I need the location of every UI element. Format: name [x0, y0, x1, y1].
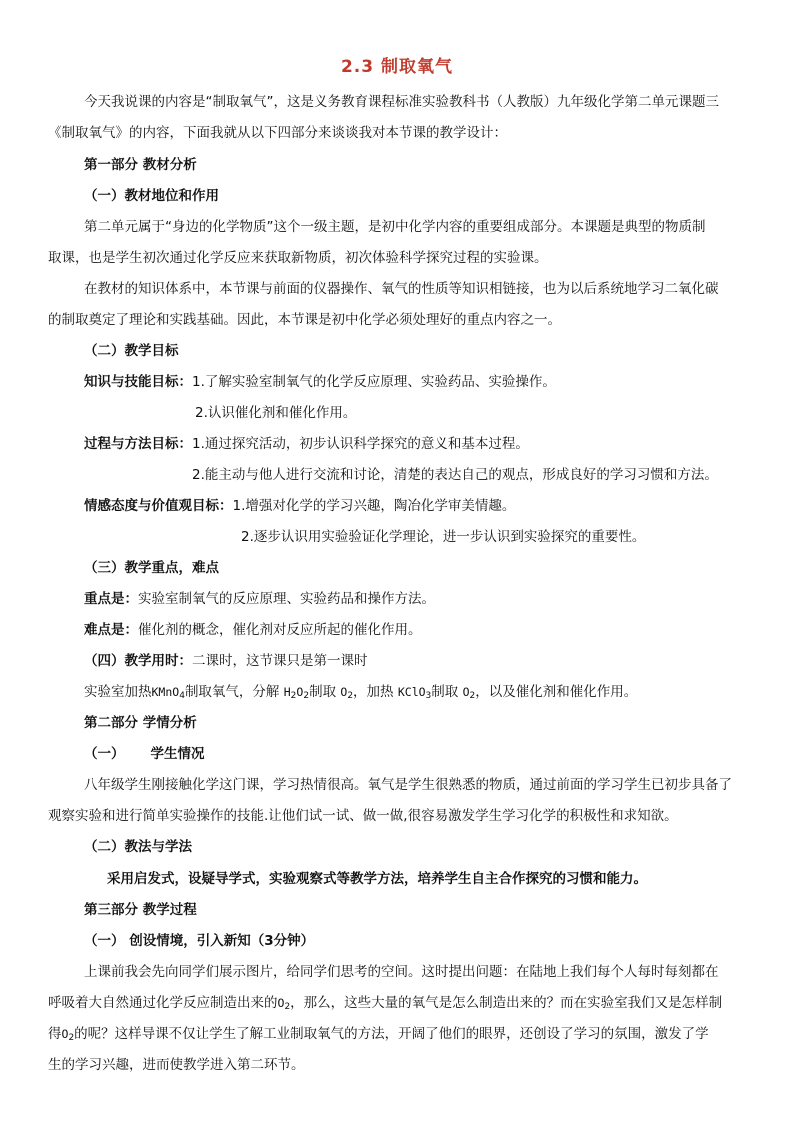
p3-line-4: 生的学习兴趣，进而使教学进入第二环节。	[48, 1057, 305, 1073]
goal-knowledge-2: 2.认识催化剂和催化作用。	[195, 405, 357, 421]
goal-emotion-2: 2.逐步认识用实验验证化学理论，进一步认识到实验探究的重要性。	[241, 529, 646, 545]
sec1-p1-line-2: 取课，也是学生初次通过化学反应来获取新物质，初次体验科学探究过程的实验课。	[48, 250, 548, 266]
lab-methods-line	[84, 682, 637, 702]
p2s1-line-1: 八年级学生刚接触化学这门课，学习热情很高。氧气是学生很熟悉的物质，通过前面的学习学生已初步具备了	[84, 777, 732, 793]
difficult-point	[84, 620, 422, 640]
difficult-point-text: 催化剂的概念，催化剂对反应所起的催化作用。	[138, 622, 422, 638]
subscript: 2	[469, 691, 476, 701]
goal-process-label: 过程与方法目标：	[84, 436, 192, 452]
difficult-point-label: 难点是：	[84, 622, 138, 638]
sec1-p2-line-2: 的制取奠定了理论和实践基础。因此，本节课是初中化学必须处理好的重点内容之一。	[48, 312, 561, 328]
goal-emotion-label: 情感态度与价值观目标：	[84, 498, 233, 514]
p3-line-3b: 的呢？这样导课不仅让学生了解工业制取氧气的方法，开阔了他们的眼界，还创设了学习的氛围，激发了学	[74, 1026, 709, 1042]
intro-line-2: 《制取氧气》的内容，下面我就从以下四部分来谈谈我对本节课的教学设计：	[48, 125, 507, 141]
key-point-label: 重点是：	[84, 591, 138, 607]
p3-line-1: 上课前我会先向同学们展示图片，给同学们思考的空间。这时提出问题：在陆地上我们每个人每时每刻都在	[84, 964, 719, 980]
formula-o2: O	[277, 996, 285, 1010]
goal-process-2: 2.能主动与他人进行交流和讨论，清楚的表达自己的观点，形成良好的学习习惯和方法。	[192, 467, 718, 483]
goal-knowledge-label: 知识与技能目标：	[84, 374, 192, 390]
intro-line-1: 今天我说课的内容是“制取氧气”，这是义务教育课程标准实验教科书（人教版）九年级化学第二单元课题三	[84, 94, 719, 110]
p3-line-2	[48, 993, 722, 1013]
sec1-p1-line-1: 第二单元属于“身边的化学物质”这个一级主题，是初中化学内容的重要组成部分。本课题是典型的物质制	[84, 219, 706, 235]
lab-text-f: ，以及催化剂和催化作用。	[475, 684, 638, 700]
subscript: 2	[290, 691, 297, 701]
sec2-heading: （二）教学目标	[84, 343, 179, 359]
lab-text-c: 制取	[309, 684, 337, 700]
p3-line-2b: ，那么，这些大量的氧气是怎么制造出来的？而在实验室我们又是怎样制	[290, 995, 723, 1011]
goal-process-1: 1.通过探究活动，初步认识科学探究的意义和基本过程。	[192, 436, 529, 452]
p2s1-number: （一）	[84, 746, 125, 762]
lab-text-b: 制取氧气，分解	[184, 684, 280, 700]
subscript: 2	[347, 691, 354, 701]
sec4	[84, 651, 368, 671]
part3-heading: 第三部分 教学过程	[84, 902, 197, 918]
p3-line-3a: 得	[48, 1026, 62, 1042]
subscript: 3	[425, 691, 432, 701]
goal-emotion	[84, 496, 515, 516]
sec4-text: 二课时，这节课只是第一课时	[192, 653, 368, 669]
p3-line-2a: 呼吸着大自然通过化学反应制造出来的	[48, 995, 278, 1011]
formula-kmno4: KMnO	[151, 685, 180, 699]
key-point	[84, 589, 435, 609]
p3s1-heading: （一） 创设情境，引入新知（3分钟）	[84, 933, 315, 949]
subscript: 4	[179, 691, 185, 701]
p3-line-3	[48, 1024, 709, 1044]
page-title: 2.3 制取氧气	[340, 57, 454, 77]
goal-knowledge	[84, 372, 556, 392]
p2s2-heading: （二）教法与学法	[84, 839, 192, 855]
lab-text-a: 实验室加热	[84, 684, 152, 700]
sec4-heading: （四）教学用时：	[84, 653, 192, 669]
formula-kclo3: KClO	[397, 685, 426, 699]
part1-heading: 第一部分 教材分析	[84, 157, 197, 173]
lab-text-e: 制取	[431, 684, 459, 700]
p2s1-title: 学生情况	[150, 746, 205, 762]
formula-h2o2-h: H	[283, 685, 291, 699]
goal-emotion-1: 1.增强对化学的学习兴趣，陶冶化学审美情趣。	[232, 498, 516, 514]
goal-process	[84, 434, 529, 454]
lab-text-d: ，加热	[353, 684, 394, 700]
p2s2-text: 采用启发式，设疑导学式，实验观察式等教学方法，培养学生自主合作探究的习惯和能力。	[107, 871, 647, 887]
subscript: 2	[284, 1002, 291, 1012]
sec1-heading: （一）教材地位和作用	[84, 188, 219, 204]
formula-o2: O	[462, 685, 470, 699]
formula-o2: O	[340, 685, 348, 699]
sec1-p2-line-1: 在教材的知识体系中，本节课与前面的仪器操作、氧气的性质等知识相链接，也为以后系统地学习二氧化碳	[84, 281, 719, 297]
part2-heading: 第二部分 学情分析	[84, 715, 197, 731]
key-point-text: 实验室制氧气的反应原理、实验药品和操作方法。	[138, 591, 435, 607]
sec3-heading: （三）教学重点，难点	[84, 560, 219, 576]
subscript: 2	[303, 691, 310, 701]
goal-knowledge-1: 1.了解实验室制氧气的化学反应原理、实验药品、实验操作。	[192, 374, 556, 390]
subscript: 2	[68, 1033, 75, 1043]
p2s1-line-2: 观察实验和进行简单实验操作的技能.让他们试一试、做一做,很容易激发学生学习化学的积极性和求知欲。	[48, 808, 678, 824]
p2s1-heading	[84, 744, 205, 764]
formula-h2o2-o: O	[296, 685, 304, 699]
formula-o2: O	[61, 1027, 69, 1041]
